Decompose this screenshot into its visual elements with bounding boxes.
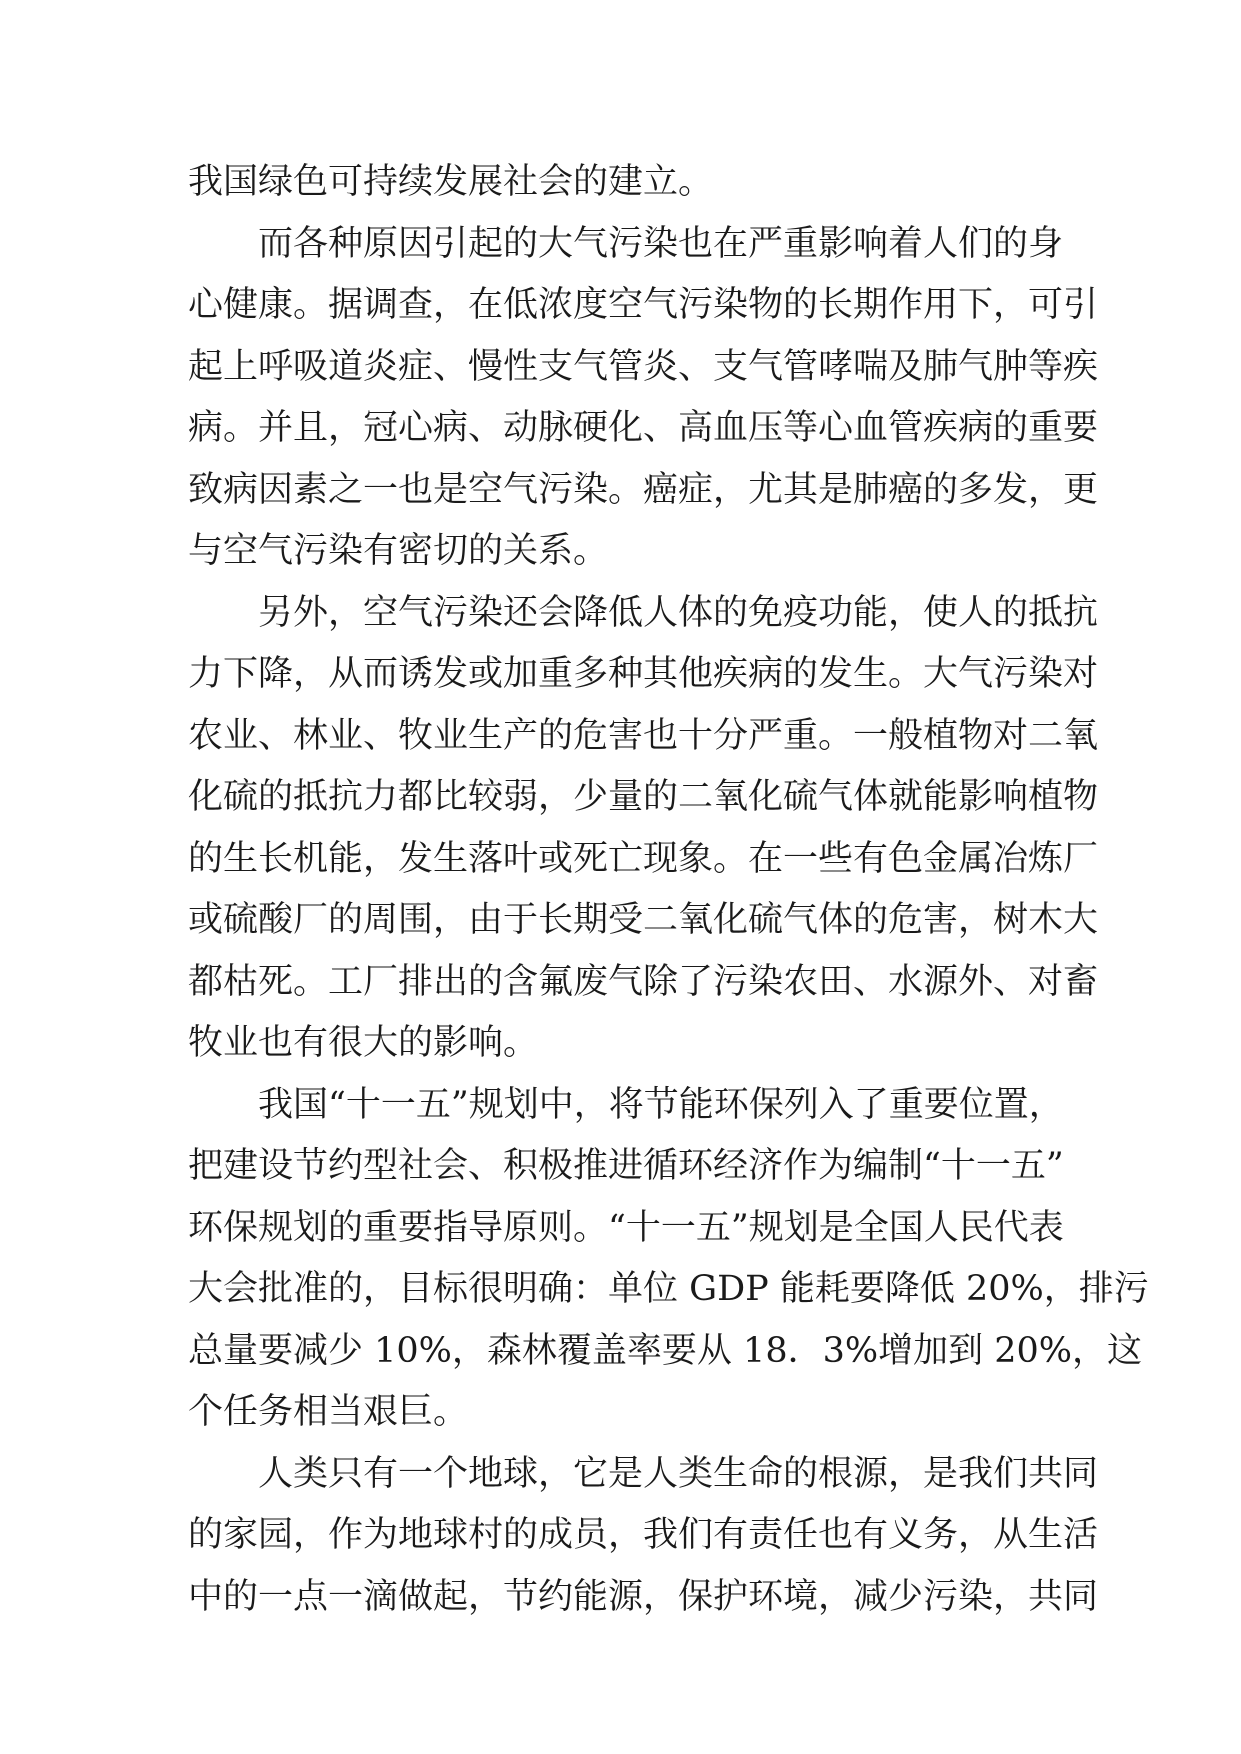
text-line: 我国绿色可持续发展社会的建立。 — [188, 162, 714, 202]
text-line: 力下降，从而诱发或加重多种其他疾病的发生。大气污染对 — [188, 654, 1099, 694]
text-line: 心健康。据调查，在低浓度空气污染物的长期作用下，可引 — [188, 285, 1099, 325]
text-line: 农业、林业、牧业生产的危害也十分严重。一般植物对二氧 — [188, 715, 1099, 756]
text-line: 中的一点一滴做起，节约能源，保护环境，减少污染，共同 — [188, 1576, 1099, 1617]
text-line: 化硫的抵抗力都比较弱，少量的二氧化硫气体就能影响植物 — [188, 777, 1099, 817]
text-line: 与空气污染有密切的关系。 — [188, 531, 609, 571]
text-line: 环保规划的重要指导原则。“十一五”规划是全国人民代表 — [188, 1207, 1064, 1248]
text-line: 病。并且，冠心病、动脉硬化、高血压等心血管疾病的重要 — [188, 408, 1099, 448]
text-line: 致病因素之一也是空气污染。癌症，尤其是肺癌的多发，更 — [188, 469, 1099, 510]
text-line: 人类只有一个地球，它是人类生命的根源，是我们共同 — [258, 1453, 1099, 1494]
text-line: 都枯死。工厂排出的含氟废气除了污染农田、水源外、对畜 — [188, 961, 1099, 1002]
text-line: 大会批准的，目标很明确：单位 GDP 能耗要降低 20%，排污 — [188, 1269, 1149, 1309]
text-line: 或硫酸厂的周围，由于长期受二氧化硫气体的危害，树木大 — [188, 900, 1099, 940]
text-line: 而各种原因引起的大气污染也在严重影响着人们的身 — [258, 223, 1064, 264]
text-line: 个任务相当艰巨。 — [188, 1392, 469, 1432]
text-line: 起上呼吸道炎症、慢性支气管炎、支气管哮喘及肺气肿等疾 — [188, 346, 1099, 387]
text-line: 我国“十一五”规划中，将节能环保列入了重要位置， — [258, 1084, 1064, 1125]
text-line: 的家园，作为地球村的成员，我们有责任也有义务，从生活 — [188, 1515, 1099, 1555]
text-line: 牧业也有很大的影响。 — [188, 1023, 539, 1063]
text-line: 的生长机能，发生落叶或死亡现象。在一些有色金属冶炼厂 — [188, 838, 1099, 879]
body-text — [188, 152, 1149, 1628]
text-line: 把建设节约型社会、积极推进循环经济作为编制“十一五” — [188, 1146, 1064, 1186]
text-line: 总量要减少 10%，森林覆盖率要从 18．3%增加到 20%，这 — [188, 1330, 1143, 1371]
text-line: 另外，空气污染还会降低人体的免疫功能，使人的抵抗 — [258, 592, 1099, 633]
